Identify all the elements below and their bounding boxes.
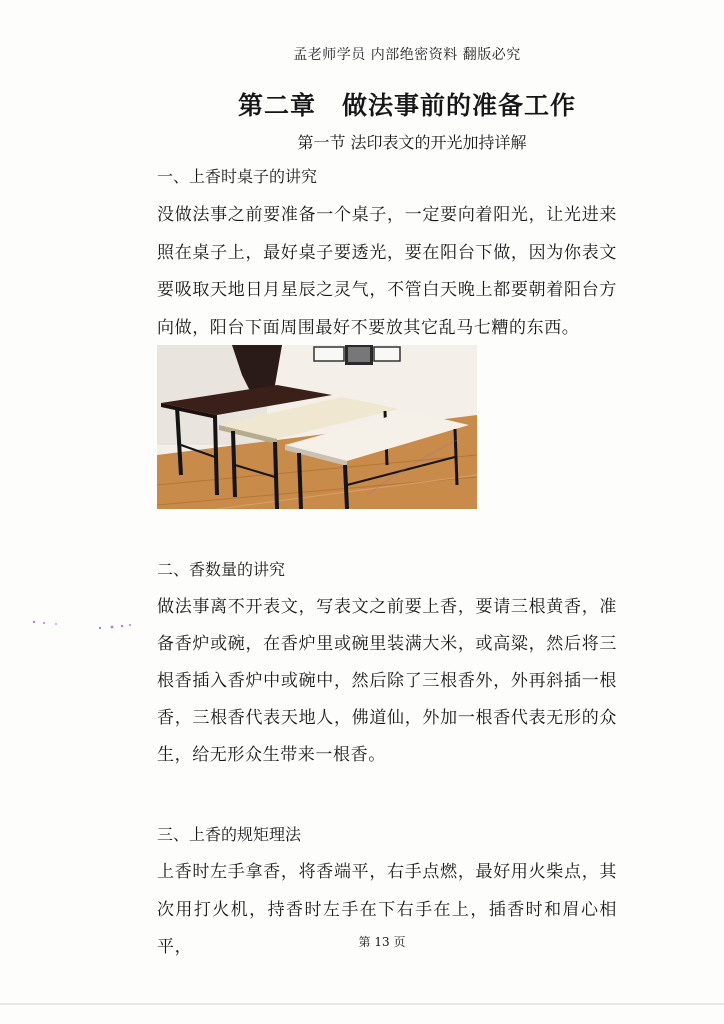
header-note: 孟老师学员 内部绝密资料 翻版必究 — [293, 47, 521, 63]
chapter-title: 第二章 做法事前的准备工作 — [237, 91, 576, 120]
scan-edge-line — [0, 1003, 724, 1005]
section-title: 第一节 法印表文的开光加持详解 — [297, 133, 527, 152]
section-1-body: 没做法事之前要准备一个桌子，一定要向着阳光，让光进来照在桌子上，最好桌子要透光，要在阳台下做，因为你表文要吸取天地日月星辰之灵气，不管白天晚上都要朝着阳台方向做，阳台下面周围最好不要放其它乱马七糟的东西。 — [157, 205, 617, 338]
section-3-heading: 三、上香的规矩理法 — [157, 825, 302, 844]
folding-tables-photo — [157, 345, 477, 509]
section-1-heading: 一、上香时桌子的讲究 — [157, 167, 318, 186]
page-number: 第 13 页 — [358, 935, 406, 949]
scan-specks — [30, 614, 170, 634]
section-2-heading: 二、香数量的讲究 — [157, 560, 286, 579]
section-2-body: 做法事离不开表文，写表文之前要上香，要请三根黄香，准备香炉或碗，在香炉里或碗里装满大米，或高粱，然后将三根香插入香炉中或碗中，然后除了三根香外，外再斜插一根香，三根香代表天地人，佛道仙，外加一根香代表无形的众生，给无形众生带来一根香。 — [157, 597, 617, 765]
section-3-body: 上香时左手拿香，将香端平，右手点燃，最好用火柴点，其次用打火机，持香时左手在下右手在上，插香时和眉心相平， — [157, 862, 617, 957]
